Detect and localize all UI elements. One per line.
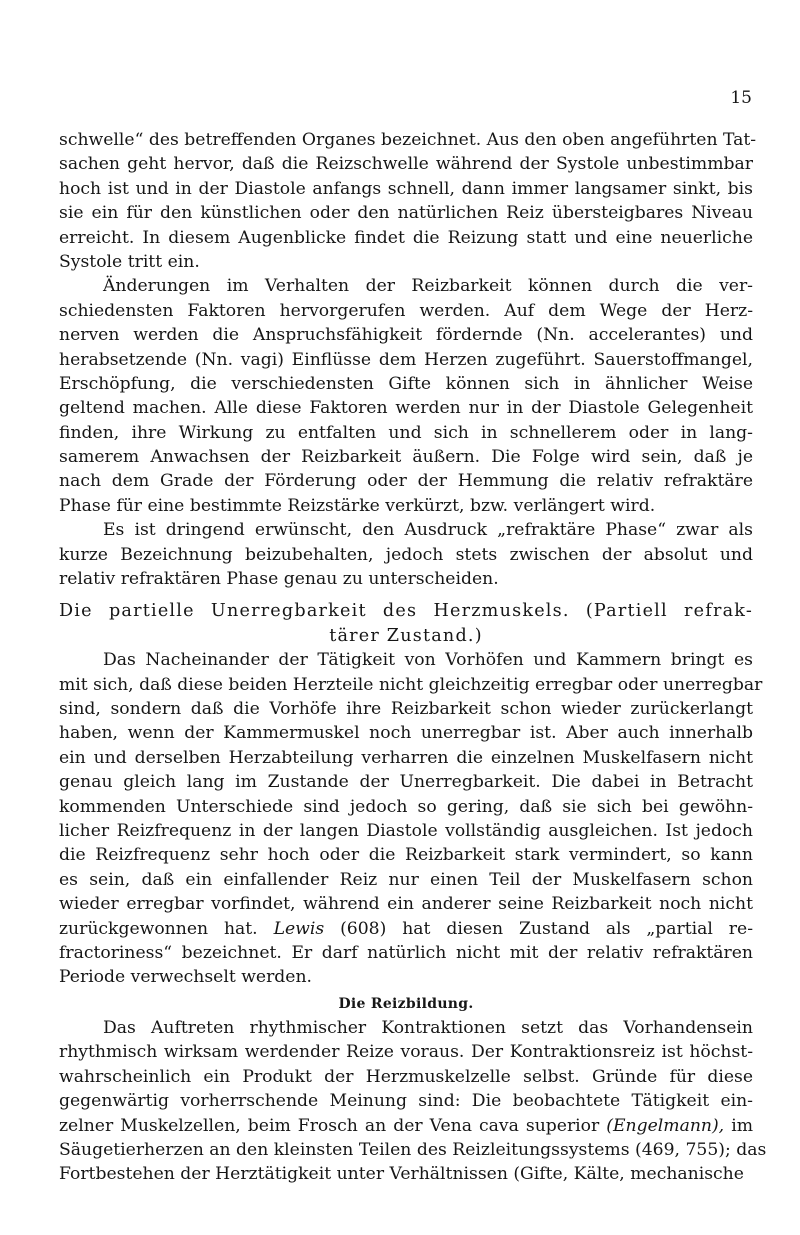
text-line: rhythmisch wirksam werdender Reize voraus. Der Kontraktionsreiz ist höchst- <box>59 1042 753 1063</box>
text-line <box>59 917 753 941</box>
text-line: Säugetierherzen an den kleinsten Teilen des Reizleitungssystems (469, 755); das <box>59 1140 767 1161</box>
text-line: nach dem Grade der Förderung oder der Hemmung die relativ refraktäre <box>59 471 753 492</box>
text-line: kommenden Unterschiede sind jedoch so gering, daß sie sich bei gewöhn- <box>59 796 753 817</box>
text-line: wahrscheinlich ein Produkt der Herzmuskelzelle selbst. Gründe für diese <box>59 1066 753 1087</box>
text-line: geltend machen. Alle diese Faktoren werden nur in der Diastole Gelegenheit <box>59 398 753 419</box>
text-line: sie ein für den künstlichen oder den natürlichen Reiz übersteigbares Niveau <box>59 203 753 224</box>
text-line: die Reizfrequenz sehr hoch oder die Reizbarkeit stark vermindert, so kann <box>59 845 753 866</box>
text-line: Phase für eine bestimmte Reizstärke verkürzt, bzw. verlängert wird. <box>59 495 656 516</box>
text-line: wieder erregbar vorfindet, während ein anderer seine Reizbarkeit noch nicht <box>59 894 753 915</box>
text-line: Das Nacheinander der Tätigkeit von Vorhöfen und Kammern bringt es <box>103 650 753 671</box>
text-line: finden, ihre Wirkung zu entfalten und sich in schnellerem oder in lang- <box>59 422 753 443</box>
text-line: Fortbestehen der Herztätigkeit unter Verhältnissen (Gifte, Kälte, mechanische <box>59 1164 744 1185</box>
text-line: genau gleich lang im Zustande der Unerregbarkeit. Die dabei in Betracht <box>59 772 753 793</box>
text-line: kurze Bezeichnung beizubehalten, jedoch stets zwischen der absolut und <box>59 544 753 565</box>
body-text <box>59 128 767 1187</box>
text-span: zelner Muskelzellen, beim Frosch an der Vena cava superior <box>59 1115 600 1136</box>
text-span: (608) hat diesen Zustand als „partial re- <box>340 918 753 939</box>
text-line: ein und derselben Herzabteilung verharren die einzelnen Muskelfasern nicht <box>59 747 753 768</box>
text-line: licher Reizfrequenz in der langen Diastole vollständig ausgleichen. Ist jedoch <box>59 820 753 841</box>
section-heading: Die Reizbildung. <box>338 995 474 1012</box>
text-line: samerem Anwachsen der Reizbarkeit äußern. Die Folge wird sein, daß je <box>59 447 753 468</box>
author-name: (Engelmann), <box>606 1115 725 1136</box>
text-line: gegenwärtig vorherrschende Meinung sind: Die beobachtete Tätigkeit ein- <box>59 1091 753 1112</box>
text-line: Es ist dringend erwünscht, den Ausdruck „refraktäre Phase“ zwar als <box>103 520 753 541</box>
text-line <box>59 1114 753 1138</box>
text-line: Erschöpfung, die verschiedensten Gifte können sich in ähnlicher Weise <box>59 373 753 394</box>
text-line: sachen geht hervor, daß die Reizschwelle während der Systole unbestimmbar <box>59 154 753 175</box>
text-line: Änderungen im Verhalten der Reizbarkeit können durch die ver- <box>103 276 753 297</box>
text-line: schiedensten Faktoren hervorgerufen werden. Auf dem Wege der Herz- <box>59 300 753 321</box>
text-line: herabsetzende (Nn. vagi) Einflüsse dem Herzen zugeführt. Sauerstoffmangel, <box>59 349 753 370</box>
text-line: sind, sondern daß die Vorhöfe ihre Reizbarkeit schon wieder zurückerlangt <box>59 698 753 719</box>
text-line: fractoriness“ bezeichnet. Er darf natürlich nicht mit der relativ refraktären <box>59 942 753 963</box>
text-span: im <box>731 1115 754 1136</box>
text-line: Das Auftreten rhythmischer Kontraktionen setzt das Vorhandensein <box>103 1018 753 1039</box>
text-line: mit sich, daß diese beiden Herzteile nicht gleichzeitig erregbar oder unerregbar <box>59 674 763 695</box>
page-number: 15 <box>730 88 752 108</box>
text-line: es sein, daß ein einfallender Reiz nur einen Teil der Muskelfasern schon <box>59 869 753 890</box>
text-span: zurückgewonnen hat. <box>59 918 258 939</box>
text-line: Periode verwechselt werden. <box>59 967 313 988</box>
author-name: Lewis <box>273 918 325 939</box>
text-line: Systole tritt ein. <box>59 251 200 272</box>
text-line: nerven werden die Anspruchsfähigkeit fördernde (Nn. accelerantes) und <box>59 325 753 346</box>
text-line: relativ refraktären Phase genau zu unterscheiden. <box>59 569 499 590</box>
text-line: hoch ist und in der Diastole anfangs schnell, dann immer langsamer sinkt, bis <box>59 178 753 199</box>
text-line: erreicht. In diesem Augenblicke findet die Reizung statt und eine neuerliche <box>59 227 753 248</box>
section-heading-continued: tärer Zustand.) <box>329 625 483 646</box>
text-line: schwelle“ des betreffenden Organes bezeichnet. Aus den oben angeführten Tat- <box>59 130 757 150</box>
text-line: haben, wenn der Kammermuskel noch unerregbar ist. Aber auch innerhalb <box>59 723 753 744</box>
section-heading: Die partielle Unerregbarkeit des Herzmuskels. (Partiell refrak- <box>59 601 753 622</box>
